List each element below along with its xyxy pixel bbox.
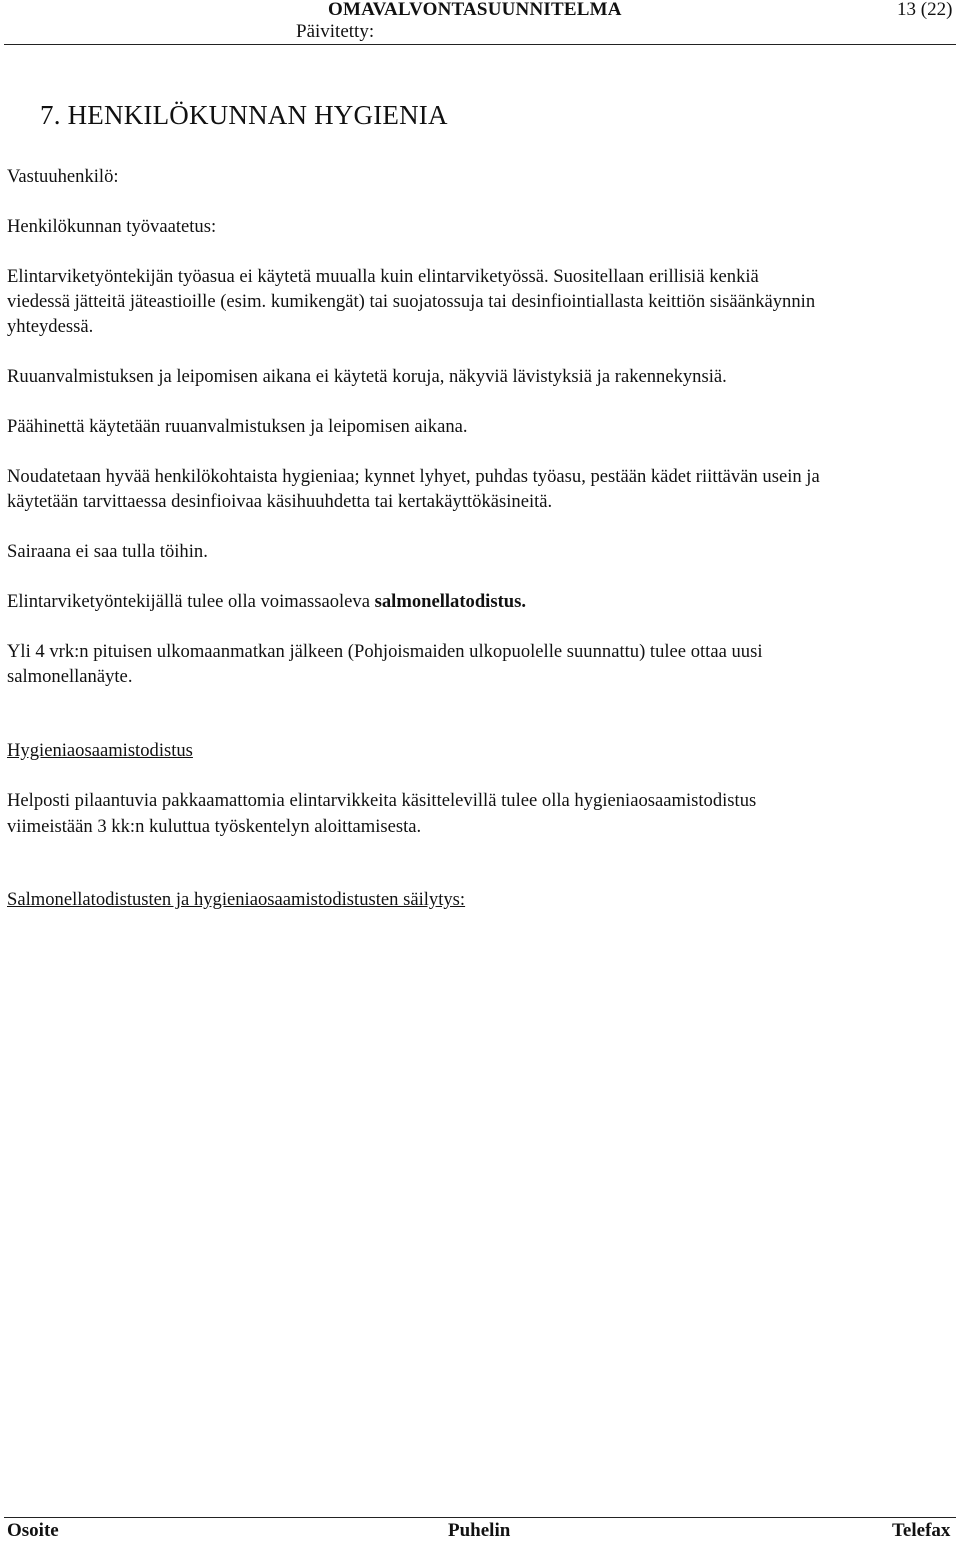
salmonella-certificate-emphasis: salmonellatodistus.: [374, 591, 526, 612]
certificate-storage-heading: Salmonellatodistusten ja hygieniaosaamistodistusten säilytys:: [7, 889, 466, 910]
workwear-text-line-2: viedessä jätteitä jäteastioille (esim. kumikengät) tai suojatossuja tai desinfiointiallasta keittiön sisäänkäynnin: [7, 291, 816, 312]
hygiene-passport-heading: Hygieniaosaamistodistus: [7, 740, 193, 761]
workwear-label: Henkilökunnan työvaatetus:: [7, 216, 217, 237]
hygiene-passport-line-1: Helposti pilaantuvia pakkaamattomia elintarvikkeita käsittelevillä tulee olla hygieniaosaamistodistus: [7, 790, 757, 811]
jewelry-text: Ruuanvalmistuksen ja leipomisen aikana ei käytetä koruja, näkyviä lävistyksiä ja rakennekynsiä.: [7, 366, 727, 387]
workwear-text-line-3: yhteydessä.: [7, 316, 94, 337]
section-heading: 7. HENKILÖKUNNAN HYGIENIA: [40, 100, 448, 130]
footer-address: Osoite: [7, 1520, 59, 1541]
personal-hygiene-line-1: Noudatetaan hyvää henkilökohtaista hygieniaa; kynnet lyhyet, puhdas työasu, pestään kädet riittävän usein ja: [7, 466, 820, 487]
travel-text-line-2: salmonellanäyte.: [7, 666, 133, 687]
footer-divider: [4, 1517, 956, 1518]
personal-hygiene-line-2: käytetään tarvittaessa desinfioivaa käsihuuhdetta tai kertakäyttökäsineitä.: [7, 491, 553, 512]
header-divider: [4, 44, 956, 45]
hygiene-passport-line-2: viimeistään 3 kk:n kuluttua työskentelyn aloittamisesta.: [7, 816, 422, 837]
sick-leave-text: Sairaana ei saa tulla töihin.: [7, 541, 208, 562]
responsible-person-label: Vastuuhenkilö:: [7, 166, 119, 187]
page-number: 13 (22): [897, 0, 953, 20]
document-title: OMAVALVONTASUUNNITELMA: [328, 0, 622, 20]
salmonella-certificate-text: [7, 589, 526, 615]
footer-phone: Puhelin: [448, 1520, 511, 1541]
workwear-text-line-1: Elintarviketyöntekijän työasua ei käytetä muualla kuin elintarviketyössä. Suositellaan erillisiä kenkiä: [7, 266, 759, 287]
salmonella-certificate-prefix: Elintarviketyöntekijällä tulee olla voimassaoleva: [7, 591, 375, 612]
travel-text-line-1: Yli 4 vrk:n pituisen ulkomaanmatkan jälkeen (Pohjoismaiden ulkopuolelle suunnattu) tulee ottaa uusi: [7, 641, 763, 662]
footer-fax: Telefax: [892, 1520, 951, 1541]
headwear-text: Päähinettä käytetään ruuanvalmistuksen ja leipomisen aikana.: [7, 416, 468, 437]
updated-label: Päivitetty:: [296, 21, 375, 42]
